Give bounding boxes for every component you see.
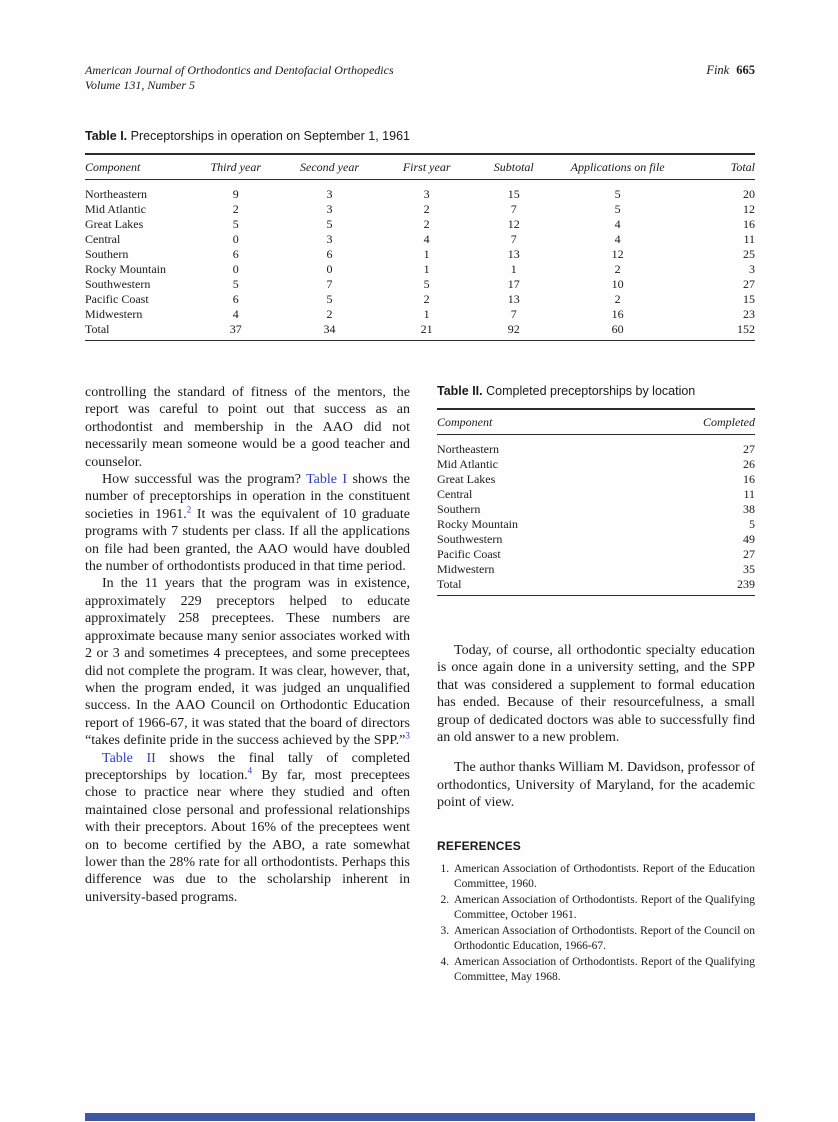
running-head [706, 63, 755, 78]
paragraph [85, 471, 410, 575]
reference-item: 1. American Association of Orthodontists. Report of the Education Committee, 1960. [452, 862, 755, 892]
table-cell: 2 [232, 202, 239, 216]
column-header: Second year [279, 154, 380, 180]
table-row [437, 517, 755, 532]
table-cell: 4 [614, 232, 621, 246]
paragraph: Today, of course, all orthodontic specialty education is once again done in a university setting, and the SPP that was considered a supplement to formal education has ended. Because of their resourcefulness, a small group of dedicated doctors was able to successfully find an old answer to a new problem. [437, 643, 755, 746]
table-cell: 5 [326, 217, 333, 231]
table-1-title: Preceptorships in operation on September 1, 1961 [130, 129, 410, 143]
text-run: How successful was the program? [102, 472, 307, 488]
table-cell: 4 [232, 307, 239, 321]
table-row [85, 217, 755, 232]
reference-4-link[interactable]: 4 [247, 765, 253, 776]
table-cell: 49 [743, 532, 755, 546]
table-total-row [85, 322, 755, 341]
acknowledgment-paragraph: The author thanks William M. Davidson, professor of orthodontics, University of Maryland, for the academic point of view. [437, 760, 755, 811]
table-cell: 3 [326, 187, 333, 201]
table-cell: 3 [423, 187, 430, 201]
table-cell: 15 [743, 292, 755, 306]
reference-item: 3. American Association of Orthodontists. Report of the Council on Orthodontic Education, 1966-67. [452, 924, 755, 954]
table-cell: 2 [423, 202, 430, 216]
table-cell: 12 [507, 217, 520, 231]
table-row [437, 502, 755, 517]
table-cell: 7 [510, 307, 517, 321]
table-cell: Great Lakes [85, 217, 144, 231]
table-header-row [437, 409, 755, 435]
text-run: By far, most preceptees chose to practice near where they studied and often maintained close personal and professional relationships with their preceptors. About 16% of the preceptees went on to become certified by the ABO, a rate somewhat lower than the 28% rate for all orthodontists. Perhaps this difference was due to the scholarship inherent in university-based programs. [85, 767, 410, 905]
references-list [437, 862, 755, 985]
table-cell: 0 [326, 262, 333, 276]
reference-2-link[interactable]: 2 [186, 504, 192, 515]
table-cell: 20 [743, 187, 755, 201]
table-2-caption [437, 384, 755, 399]
table-row [85, 232, 755, 247]
table-cell: Midwestern [85, 307, 143, 321]
table-cell: 16 [743, 217, 755, 231]
journal-issue: Volume 131, Number 5 [85, 78, 195, 92]
table-cell: Northeastern [437, 442, 499, 456]
table-cell: 17 [507, 277, 520, 291]
table-cell: Rocky Mountain [437, 517, 518, 531]
text-run: shows the number of preceptorships in operation in the constituent societies in 1961. [85, 472, 410, 522]
left-column [85, 384, 410, 986]
table-cell: 13 [507, 292, 520, 306]
table-2-title: Completed preceptorships by location [486, 384, 696, 398]
text-run: In the 11 years that the program was in existence, approximately 229 preceptors helped to educate approximately 258 preceptees. These numbers are approximate because many senior associates worked with 2 or 3 and sometimes 4 preceptees, and some preceptees did not complete the program. It was clear, however, that, when the program ended, it was judged an unqualified success. In the AAO Council on Orthodontic Education report of 1966-67, it was stated that the board of directors “takes definite pride in the success achieved by the SPP.” [85, 576, 410, 749]
paragraph [85, 750, 410, 907]
table-cell: 152 [737, 322, 755, 336]
table-cell: 5 [326, 292, 333, 306]
table-row [85, 292, 755, 307]
table-cell: Central [85, 232, 121, 246]
table-row [437, 562, 755, 577]
table2-crossref-link[interactable]: Table II [102, 750, 156, 766]
table-cell: Mid Atlantic [85, 202, 146, 216]
column-header: Component [85, 154, 192, 180]
table-row [85, 307, 755, 322]
author-name: Fink [706, 63, 730, 77]
table-cell: 23 [743, 307, 755, 321]
table-cell: 0 [232, 232, 239, 246]
table-cell: 239 [737, 577, 755, 591]
table-cell: 27 [743, 442, 755, 456]
table-cell: 3 [326, 202, 333, 216]
table-1-label: Table I. [85, 129, 128, 143]
text-run: It was the equivalent of 10 graduate programs with 7 students per class. If all the applications on file had been granted, the AAO would have doubled the number of orthodontists produced in that time period. [85, 506, 410, 575]
right-column [437, 384, 755, 986]
table-row [437, 487, 755, 502]
table-row [85, 180, 755, 202]
table-cell: 16 [743, 472, 755, 486]
table-cell: 9 [232, 187, 239, 201]
table-cell: 3 [749, 262, 755, 276]
table-cell: 2 [423, 292, 430, 306]
table-row [85, 247, 755, 262]
table-cell: 92 [507, 322, 520, 336]
table-row [85, 202, 755, 217]
table-cell: 5 [232, 217, 239, 231]
page-header [85, 63, 755, 93]
table-cell: 1 [423, 307, 430, 321]
column-header: First year [380, 154, 474, 180]
table-cell: 12 [611, 247, 624, 261]
two-column-body [85, 384, 755, 986]
table-header-row [85, 154, 755, 180]
column-header: Total [681, 154, 755, 180]
table-cell: Rocky Mountain [85, 262, 166, 276]
table-cell: Southern [85, 247, 129, 261]
table-row [437, 532, 755, 547]
table-cell: 16 [611, 307, 624, 321]
table-cell: 11 [743, 232, 755, 246]
column-header: Applications on file [554, 154, 681, 180]
table-cell: 11 [743, 487, 755, 501]
table-cell: 1 [423, 262, 430, 276]
table-cell: 5 [423, 277, 430, 291]
table-cell: 12 [743, 202, 755, 216]
table-cell: Total [437, 577, 462, 591]
table-cell: Southwestern [437, 532, 503, 546]
table-cell: 7 [510, 232, 517, 246]
right-column-text [437, 642, 755, 812]
table-cell: 3 [326, 232, 333, 246]
table-cell: 27 [743, 277, 755, 291]
table-cell: Southwestern [85, 277, 151, 291]
table-row [437, 472, 755, 487]
table-2-label: Table II. [437, 384, 483, 398]
reference-item: 2. American Association of Orthodontists. Report of the Qualifying Committee, October 1961. [452, 893, 755, 923]
text-run: shows the final tally of completed preceptorships by location. [85, 750, 410, 783]
column-header: Third year [192, 154, 279, 180]
table-2-section [437, 384, 755, 596]
column-header: Completed [653, 409, 755, 435]
table-cell: 25 [743, 247, 755, 261]
reference-3-link[interactable]: 3 [405, 730, 410, 741]
table-total-row [437, 577, 755, 596]
table-cell: 0 [232, 262, 239, 276]
table-cell: 5 [749, 517, 755, 531]
table-row [437, 547, 755, 562]
table-cell: Southern [437, 502, 481, 516]
journal-title: American Journal of Orthodontics and Dentofacial Orthopedics [85, 63, 394, 77]
table-cell: 5 [232, 277, 239, 291]
table-cell: 1 [423, 247, 430, 261]
table-cell: 60 [611, 322, 624, 336]
table-cell: 26 [743, 457, 755, 471]
table-cell: Great Lakes [437, 472, 496, 486]
table-cell: Pacific Coast [437, 547, 501, 561]
table-cell: 7 [326, 277, 333, 291]
footer-bar [85, 1113, 755, 1121]
table-cell: 21 [420, 322, 433, 336]
column-header: Component [437, 409, 653, 435]
table-row [85, 277, 755, 292]
table-cell: Mid Atlantic [437, 457, 498, 471]
table-1 [85, 153, 755, 341]
table-cell: 2 [614, 262, 621, 276]
table-cell: 2 [326, 307, 333, 321]
table-row [85, 262, 755, 277]
table-cell: 6 [232, 292, 239, 306]
table-cell: Midwestern [437, 562, 495, 576]
table-cell: 38 [743, 502, 755, 516]
references-heading: REFERENCES [437, 838, 522, 853]
table-cell: 15 [507, 187, 520, 201]
table-cell: 5 [614, 202, 621, 216]
table-cell: 1 [510, 262, 517, 276]
table-cell: 5 [614, 187, 621, 201]
table-cell: 4 [423, 232, 430, 246]
reference-item: 4. American Association of Orthodontists. Report of the Qualifying Committee, May 1968. [452, 955, 755, 985]
table-row [437, 457, 755, 472]
table-cell: 7 [510, 202, 517, 216]
table-cell: 2 [423, 217, 430, 231]
table-1-section [85, 129, 755, 341]
table-cell: 13 [507, 247, 520, 261]
table-1-caption [85, 129, 755, 144]
table-cell: Pacific Coast [85, 292, 149, 306]
table-cell: 2 [614, 292, 621, 306]
table-cell: 27 [743, 547, 755, 561]
table-cell: 37 [229, 322, 242, 336]
paragraph: controlling the standard of fitness of the mentors, the report was careful to point out that success as an orthodontist and membership in the AAO did not necessarily mean someone would be a good teacher and counselor. [85, 385, 410, 470]
page-number: 665 [736, 63, 755, 77]
journal-masthead [85, 63, 394, 93]
table-row [437, 435, 755, 457]
table1-crossref-link[interactable]: Table I [306, 472, 348, 488]
table-cell: 34 [323, 322, 336, 336]
table-cell: Total [85, 322, 110, 336]
table-cell: 6 [232, 247, 239, 261]
table-cell: 35 [743, 562, 755, 576]
table-cell: 6 [326, 247, 333, 261]
table-2 [437, 408, 755, 596]
table-cell: 4 [614, 217, 621, 231]
table-cell: Northeastern [85, 187, 147, 201]
column-header: Subtotal [474, 154, 554, 180]
table-cell: Central [437, 487, 473, 501]
table-cell: 10 [611, 277, 624, 291]
paragraph [85, 575, 410, 749]
